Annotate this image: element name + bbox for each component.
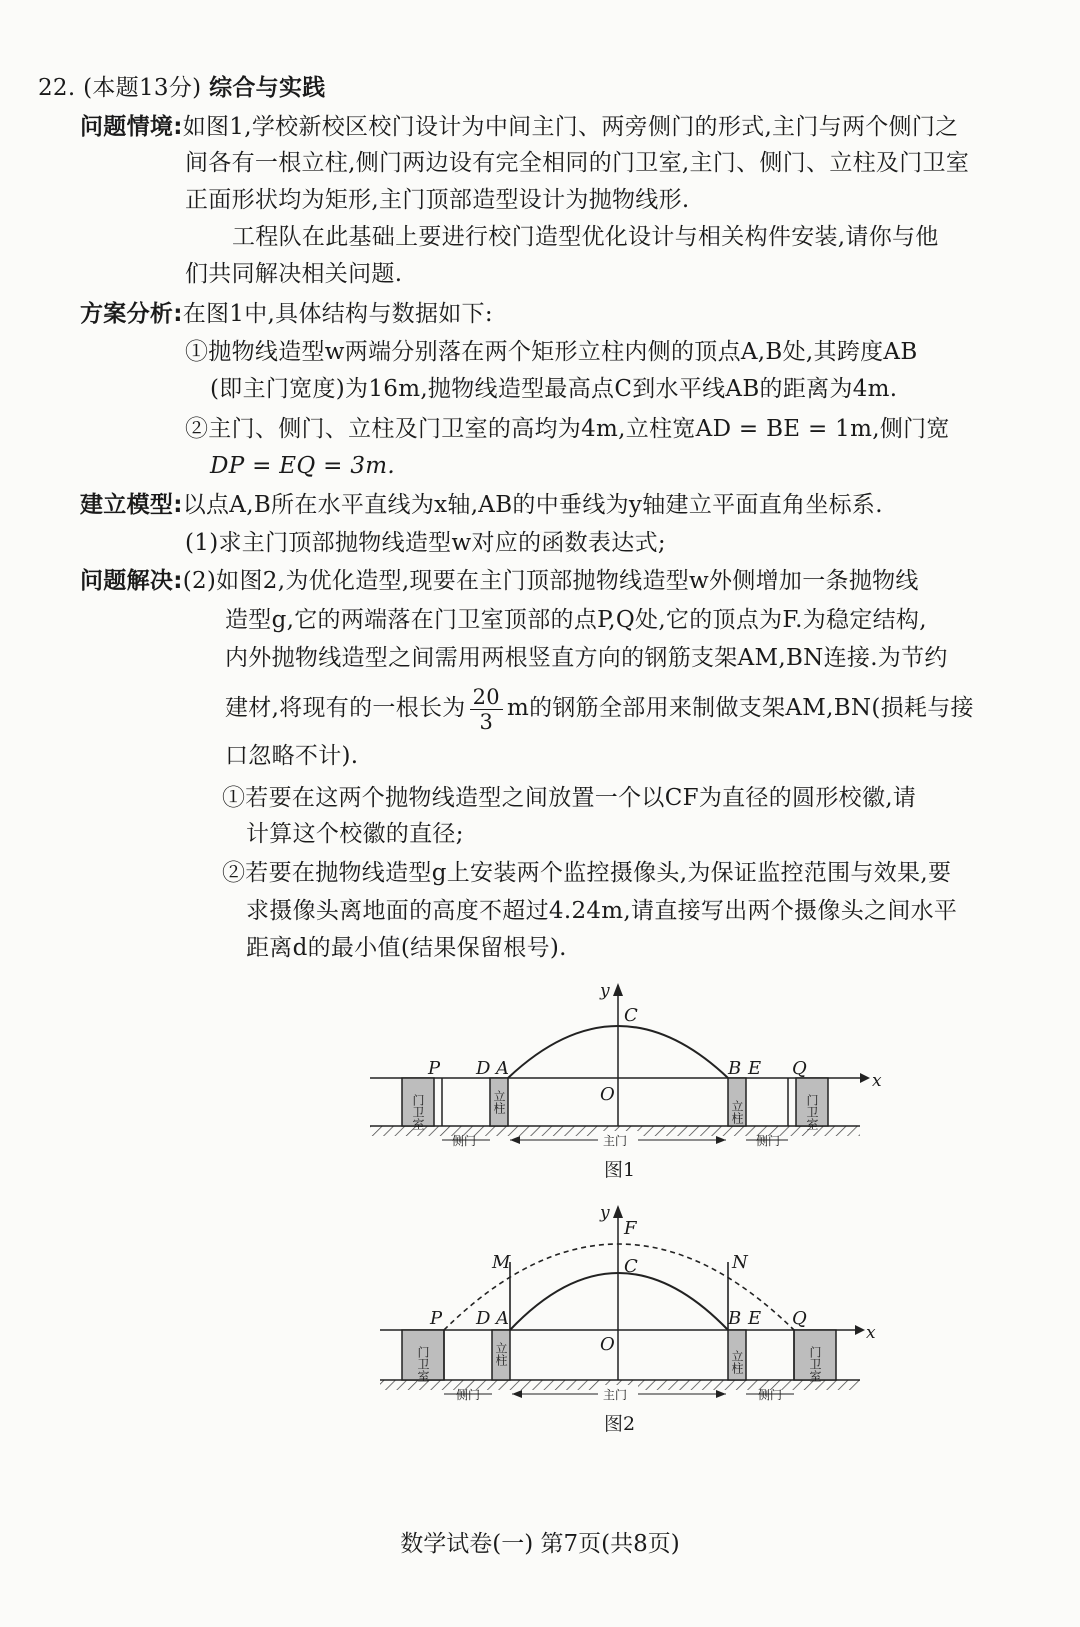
pillar-left-text: 立柱 — [494, 1342, 508, 1366]
label-x: x — [872, 1071, 882, 1091]
label-Q: Q — [792, 1058, 807, 1079]
label-F: F — [624, 1218, 637, 1239]
scenario-text-4: 工程队在此基础上要进行校门造型优化设计与相关构件安装,请你与他 — [232, 224, 939, 250]
scenario-label: 问题情境: — [80, 114, 183, 140]
label-A: A — [496, 1058, 509, 1079]
solve-sub2b: 求摄像头离地面的高度不超过4.24m,请直接写出两个摄像头之间水平 — [246, 898, 958, 924]
label-D: D — [476, 1058, 491, 1079]
question-points: (本题13分) — [83, 75, 202, 101]
solve-q2d-post: m的钢筋全部用来制做支架AM,BN(损耗与接 — [506, 695, 974, 721]
model-question-1: (1)求主门顶部抛物线造型w对应的函数表达式; — [185, 530, 666, 556]
label-O: O — [600, 1334, 615, 1355]
solve-q2c: 内外抛物线造型之间需用两根竖直方向的钢筋支架AM,BN连接.为节约 — [225, 645, 948, 671]
analysis-item-1a: ①抛物线造型w两端分别落在两个矩形立柱内侧的顶点A,B处,其跨度AB — [185, 339, 918, 365]
label-N: N — [732, 1252, 748, 1273]
pillar-right-text: 立柱 — [730, 1100, 744, 1124]
label-E: E — [748, 1058, 762, 1079]
side-gate-left-text: 侧门 — [452, 1134, 477, 1148]
analysis-line — [80, 299, 493, 329]
solve-q2d-pre: 建材,将现有的一根长为 — [225, 695, 466, 721]
scenario-text-3: 正面形状均为矩形,主门顶部造型设计为抛物线形. — [185, 187, 690, 213]
scenario-text-1: 如图1,学校新校区校门设计为中间主门、两旁侧门的形式,主门与两个侧门之 — [182, 114, 959, 140]
solve-sub1a: ①若要在这两个抛物线造型之间放置一个以CF为直径的圆形校徽,请 — [222, 785, 917, 811]
question-header — [38, 73, 326, 103]
solve-q2d — [225, 680, 974, 736]
label-y: y — [600, 1203, 610, 1223]
y-axis-arrow — [613, 983, 623, 996]
fraction — [470, 685, 503, 734]
main-gate-text: 主门 — [603, 1388, 628, 1402]
figure-1 — [360, 978, 890, 1188]
label-P: P — [430, 1308, 443, 1329]
analysis-label: 方案分析: — [80, 301, 183, 327]
guard-room-left-text: 门卫室 — [411, 1094, 425, 1130]
fraction-denominator: 3 — [479, 709, 494, 734]
guard-room-right-text: 门卫室 — [805, 1094, 819, 1130]
label-A: A — [496, 1308, 509, 1329]
dim-main-arrow-right — [716, 1390, 726, 1398]
analysis-item-1b: (即主门宽度)为16m,抛物线造型最高点C到水平线AB的距离为4m. — [210, 376, 898, 402]
fraction-numerator: 20 — [470, 685, 503, 710]
model-line — [80, 490, 883, 520]
pillar-left-text: 立柱 — [492, 1090, 506, 1114]
dim-main-arrow-left — [510, 1136, 520, 1144]
label-Q: Q — [792, 1308, 807, 1329]
guard-room-right-text: 门卫室 — [808, 1346, 822, 1382]
x-axis-arrow — [855, 1325, 865, 1335]
side-gate-right-text: 侧门 — [756, 1134, 781, 1148]
figure-2 — [360, 1200, 890, 1450]
question-heading: 综合与实践 — [209, 75, 326, 101]
page-footer: 数学试卷(一) 第7页(共8页) — [400, 1531, 680, 1557]
scenario-text-2: 间各有一根立柱,侧门两边设有完全相同的门卫室,主门、侧门、立柱及门卫室 — [185, 150, 970, 176]
solve-q2e: 口忽略不计). — [225, 743, 359, 769]
side-gate-right-text: 侧门 — [758, 1388, 783, 1402]
scenario-line-1 — [80, 112, 958, 142]
dim-main-arrow-left — [512, 1390, 522, 1398]
label-P: P — [428, 1058, 441, 1079]
figure-2-caption: 图2 — [604, 1413, 636, 1435]
side-gate-left-text: 侧门 — [456, 1388, 481, 1402]
label-C: C — [624, 1005, 638, 1026]
analysis-item-2a: ②主门、侧门、立柱及门卫室的高均为4m,立柱宽AD = BE = 1m,侧门宽 — [185, 416, 950, 442]
model-label: 建立模型: — [80, 492, 183, 518]
x-axis-arrow — [860, 1073, 870, 1083]
analysis-item-2b: DP = EQ = 3m. — [210, 453, 396, 479]
solve-q2a: (2)如图2,为优化造型,现要在主门顶部抛物线造型w外侧增加一条抛物线 — [182, 568, 919, 594]
analysis-intro: 在图1中,具体结构与数据如下: — [182, 301, 493, 327]
pillar-right-text: 立柱 — [730, 1350, 744, 1374]
figure-1-caption: 图1 — [604, 1159, 636, 1181]
label-x: x — [866, 1323, 876, 1343]
solve-sub1b: 计算这个校徽的直径; — [246, 821, 464, 847]
y-axis-arrow — [613, 1205, 623, 1218]
label-D: D — [476, 1308, 491, 1329]
label-C: C — [624, 1256, 638, 1277]
main-gate-text: 主门 — [603, 1134, 628, 1148]
label-B: B — [728, 1058, 742, 1079]
solve-label: 问题解决: — [80, 568, 183, 594]
solve-sub2c: 距离d的最小值(结果保留根号). — [246, 935, 567, 961]
solve-sub2a: ②若要在抛物线造型g上安装两个监控摄像头,为保证监控范围与效果,要 — [222, 860, 952, 886]
label-M: M — [492, 1252, 511, 1273]
model-text: 以点A,B所在水平直线为x轴,AB的中垂线为y轴建立平面直角坐标系. — [182, 492, 883, 518]
question-number: 22. — [38, 75, 76, 101]
solve-line — [80, 566, 919, 596]
guard-room-left-text: 门卫室 — [416, 1346, 430, 1382]
label-y: y — [600, 981, 610, 1001]
label-O: O — [600, 1084, 615, 1105]
scenario-text-5: 们共同解决相关问题. — [185, 261, 403, 287]
solve-q2b: 造型g,它的两端落在门卫室顶部的点P,Q处,它的顶点为F.为稳定结构, — [225, 607, 927, 633]
dim-main-arrow-right — [716, 1136, 726, 1144]
parabola-w — [510, 1273, 728, 1330]
label-E: E — [748, 1308, 762, 1329]
label-B: B — [728, 1308, 742, 1329]
